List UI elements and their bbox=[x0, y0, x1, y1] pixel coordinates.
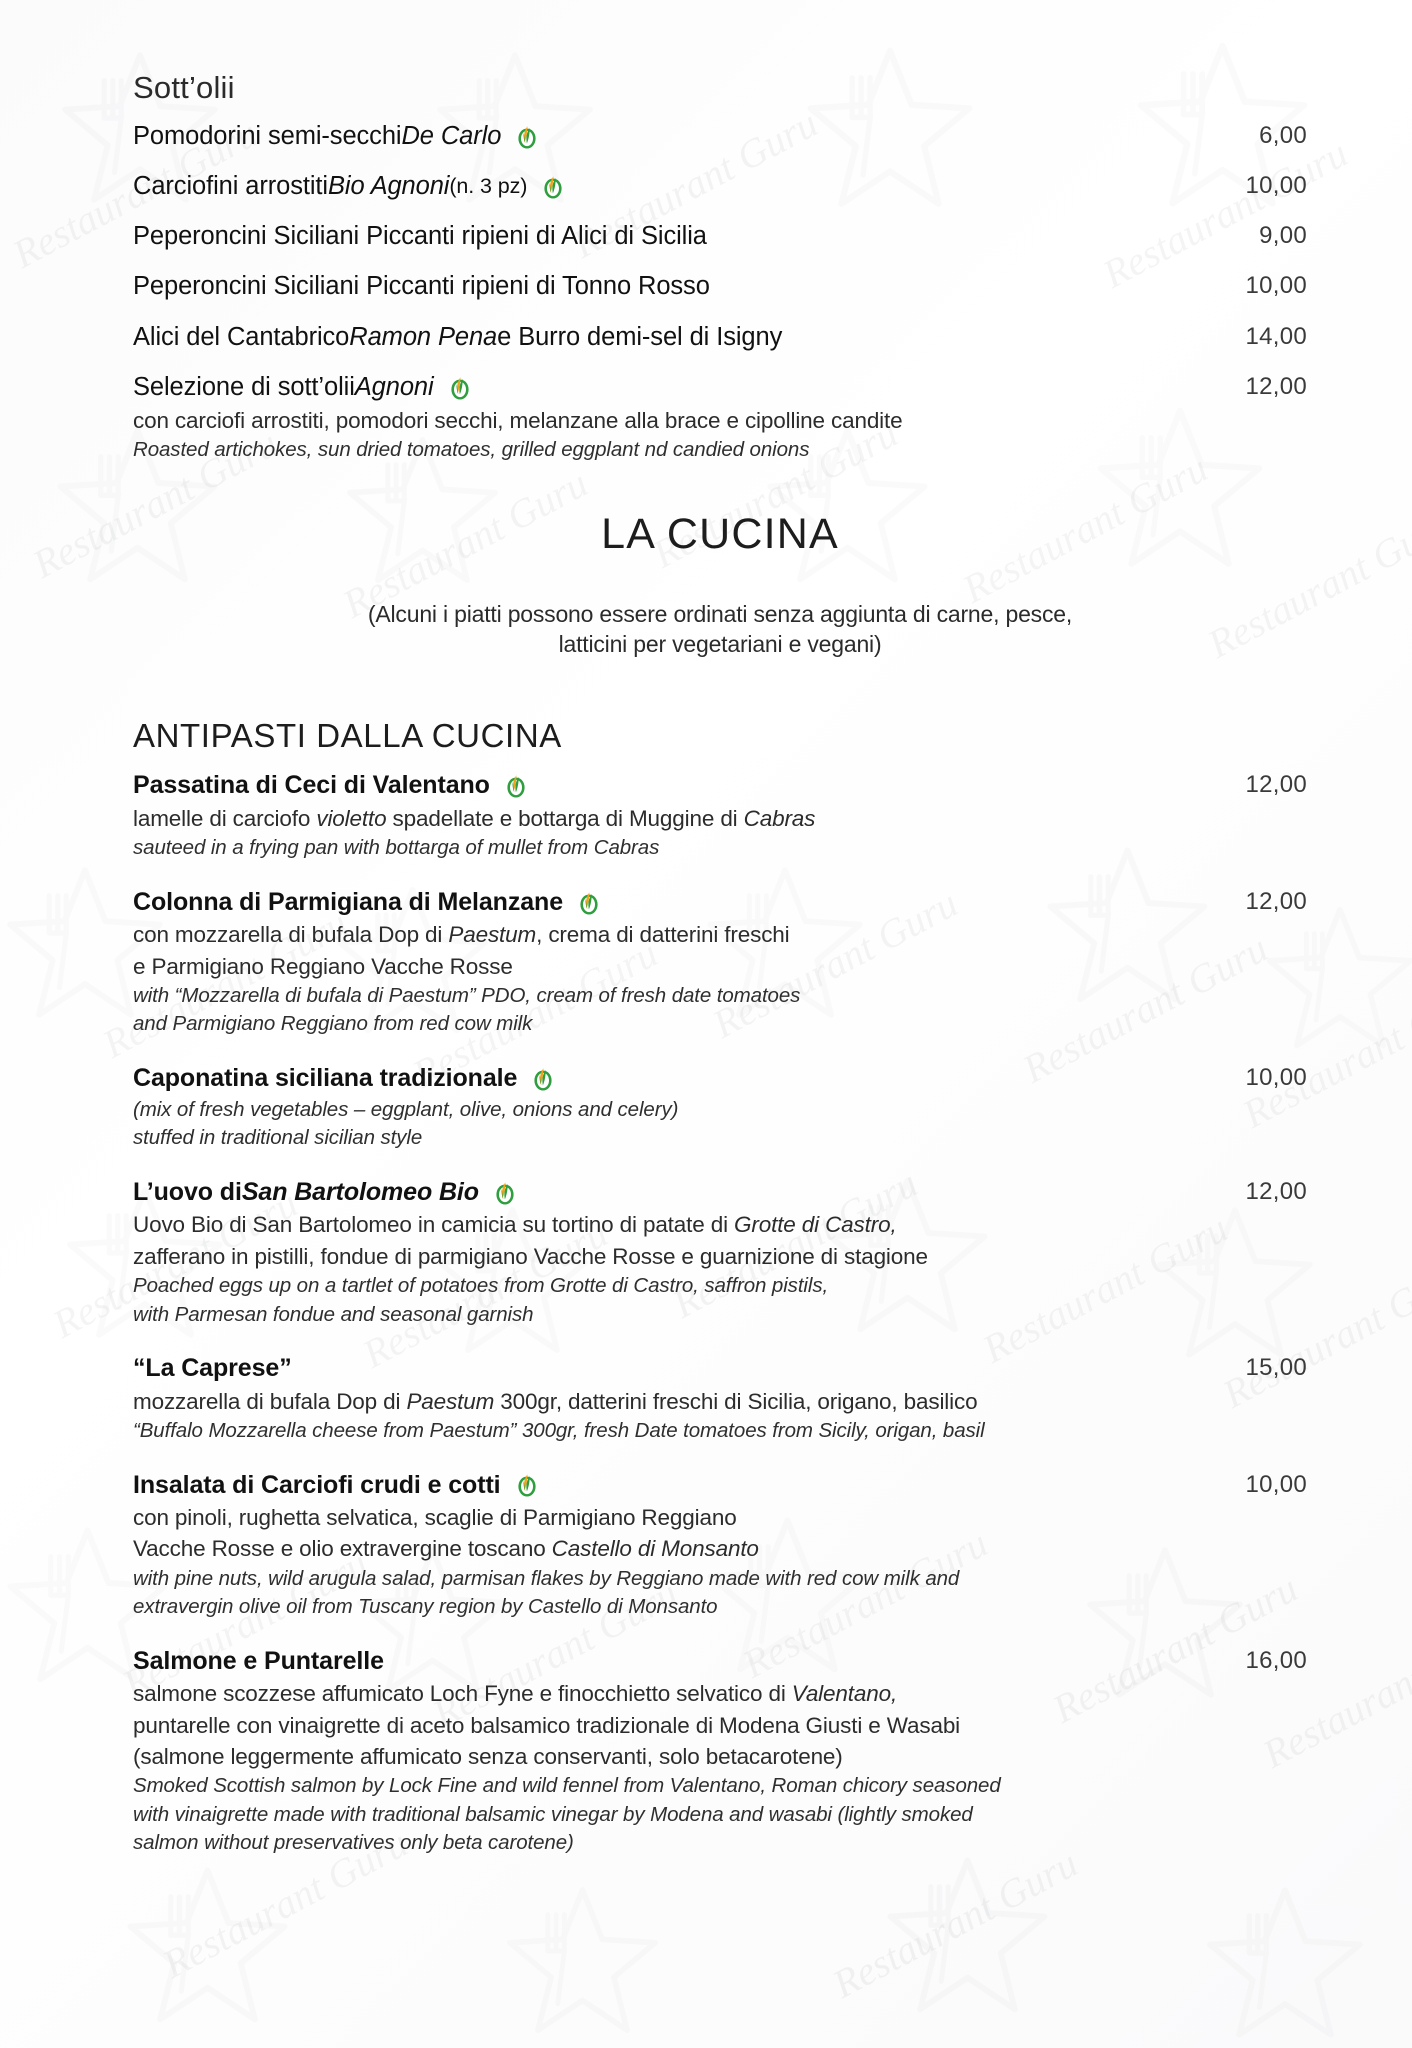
name-text: spadellate e bottarga di Muggine di bbox=[386, 805, 744, 831]
menu-item-description-en: sauteed in a frying pan with bottarga of mullet from Cabras bbox=[133, 836, 660, 860]
name-text: Passatina di Ceci di Valentano bbox=[133, 771, 490, 800]
name-text: e Parmigiano Reggiano Vacche Rosse bbox=[133, 953, 513, 979]
name-emphasis: Cabras bbox=[743, 805, 816, 831]
menu-item-name bbox=[133, 1645, 384, 1678]
name-text: con pinoli, rughetta selvatica, scaglie di Parmigiano Reggiano bbox=[133, 1505, 737, 1531]
menu-item-name bbox=[133, 371, 473, 404]
section-heading-sottolii: Sott’olii bbox=[133, 70, 235, 105]
name-text: Selezione di sott’olii bbox=[133, 372, 355, 401]
menu-item-row bbox=[133, 170, 1307, 203]
menu-item-name bbox=[133, 886, 602, 919]
name-text: mozzarella di bufala Dop di bbox=[133, 1388, 407, 1414]
name-emphasis: Paestum bbox=[448, 922, 537, 948]
watermark-star-fork-icon bbox=[1200, 1880, 1370, 2048]
name-text: salmone scozzese affumicato Loch Fyne e finocchietto selvatico di bbox=[133, 1681, 792, 1707]
watermark-text bbox=[825, 1839, 1085, 2007]
section-antipasti bbox=[133, 717, 1307, 1857]
la-cucina-note-line2: latticini per vegetariani e vegani) bbox=[558, 631, 882, 658]
menu-item-description-it bbox=[133, 1242, 1307, 1271]
vegan-leaf-icon bbox=[576, 889, 602, 916]
menu-item-description-it bbox=[133, 1503, 1307, 1532]
la-cucina-note bbox=[350, 599, 1090, 660]
menu-item-description-en: Smoked Scottish salmon by Lock Fine and wild fennel from Valentano, Roman chicory seasoned bbox=[133, 1774, 1001, 1798]
menu-item-row bbox=[133, 371, 1307, 404]
menu-item-description-en: stuffed in traditional sicilian style bbox=[133, 1126, 423, 1150]
vegan-leaf-icon bbox=[530, 1065, 556, 1092]
name-text: “La Caprese” bbox=[133, 1354, 292, 1383]
name-text: (salmone leggermente affumicato senza conservanti, solo betacarotene) bbox=[133, 1743, 843, 1769]
name-text: Colonna di Parmigiana di Melanzane bbox=[133, 887, 564, 916]
menu-item-name bbox=[133, 120, 540, 153]
menu-item-name bbox=[133, 321, 782, 354]
name-text: Caponatina siciliana tradizionale bbox=[133, 1064, 518, 1093]
name-text: con mozzarella di bufala Dop di bbox=[133, 922, 449, 948]
menu-item-description-en: “Buffalo Mozzarella cheese from Paestum” 300gr, fresh Date tomatoes from Sicily, origan, basil bbox=[133, 1418, 985, 1442]
menu-item-row bbox=[133, 1469, 1307, 1502]
vegan-leaf-icon bbox=[503, 772, 529, 799]
menu-item-price: 10,00 bbox=[1245, 1064, 1307, 1092]
menu-item-name bbox=[133, 270, 710, 303]
menu-item-description-it bbox=[133, 920, 1307, 949]
name-text: Salmone e Puntarelle bbox=[133, 1646, 384, 1675]
name-text: Insalata di Carciofi crudi e cotti bbox=[133, 1470, 501, 1499]
name-text: L’uovo di bbox=[133, 1177, 242, 1206]
menu-item-description-en: with vinaigrette made with traditional balsamic vinegar by Modena and wasabi (lightly smoked bbox=[133, 1802, 973, 1826]
name-text: Uovo Bio di San Bartolomeo in camicia su tortino di patate di bbox=[133, 1212, 735, 1238]
menu-item-description-en: salmon without preservatives only beta carotene) bbox=[133, 1831, 574, 1855]
menu-item bbox=[133, 1645, 1307, 1857]
watermark-star-fork-icon bbox=[880, 1850, 1055, 2025]
name-text: Vacche Rosse e olio extravergine toscano bbox=[133, 1536, 552, 1562]
sottolii-item-list bbox=[133, 120, 1307, 464]
menu-item-price: 12,00 bbox=[1245, 372, 1307, 400]
menu-item-description-en: extravergin olive oil from Tuscany region by Castello di Monsanto bbox=[133, 1595, 718, 1619]
menu-item-description-it bbox=[133, 1387, 1307, 1416]
name-qualifier: (n. 3 pz) bbox=[449, 173, 528, 198]
name-text: Carciofini arrostiti bbox=[133, 172, 328, 201]
menu-item-row bbox=[133, 769, 1307, 802]
la-cucina-header bbox=[133, 510, 1307, 660]
menu-item bbox=[133, 321, 1307, 354]
menu-item-name bbox=[133, 769, 529, 802]
menu-item-row bbox=[133, 1645, 1307, 1678]
name-text: zafferano in pistilli, fondue di parmigiano Vacche Rosse e guarnizione di stagione bbox=[133, 1243, 928, 1269]
menu-item-description-it bbox=[133, 1711, 1307, 1740]
antipasti-item-list bbox=[133, 769, 1307, 1857]
menu-item-row bbox=[133, 1176, 1307, 1209]
la-cucina-title: LA CUCINA bbox=[601, 509, 839, 558]
menu-item-price: 14,00 bbox=[1245, 322, 1307, 350]
name-text: e Burro demi-sel di Isigny bbox=[497, 322, 783, 351]
menu-item-description-en: with “Mozzarella di bufala di Paestum” PDO, cream of fresh date tomatoes bbox=[133, 983, 801, 1007]
name-text: Pomodorini semi-secchi bbox=[133, 122, 402, 150]
vegan-leaf-icon bbox=[540, 173, 566, 200]
menu-item-price: 12,00 bbox=[1245, 887, 1307, 915]
menu-item-description-en: (mix of fresh vegetables – eggplant, olive, onions and celery) bbox=[133, 1097, 679, 1121]
menu-item-name bbox=[133, 1176, 518, 1209]
watermark-star-fork-icon bbox=[120, 1860, 295, 2035]
menu-item-description-en: Roasted artichokes, sun dried tomatoes, grilled eggplant nd candied onions bbox=[133, 438, 810, 462]
menu-item-name bbox=[133, 220, 707, 253]
menu-item-description-en: and Parmigiano Reggiano from red cow milk bbox=[133, 1012, 533, 1036]
menu-item-row bbox=[133, 220, 1307, 253]
menu-item-description-it bbox=[133, 952, 1307, 981]
name-text: puntarelle con vinaigrette di aceto balsamico tradizionale di Modena Giusti e Wasabi bbox=[133, 1712, 961, 1738]
menu-item-description-it bbox=[133, 1534, 1307, 1563]
menu-item-price: 12,00 bbox=[1245, 771, 1307, 799]
menu-item-name bbox=[133, 1469, 540, 1502]
menu-item-name bbox=[133, 170, 566, 203]
menu-item-price: 10,00 bbox=[1245, 272, 1307, 300]
menu-item-price: 12,00 bbox=[1245, 1177, 1307, 1205]
menu-item-name bbox=[133, 1062, 556, 1095]
menu-item bbox=[133, 1062, 1307, 1152]
menu-item bbox=[133, 270, 1307, 303]
name-text: 300gr, datterini freschi di Sicilia, origano, basilico bbox=[494, 1388, 978, 1414]
name-emphasis: De Carlo bbox=[401, 122, 502, 150]
name-emphasis: Ramon Pena bbox=[349, 322, 498, 351]
menu-item-row bbox=[133, 321, 1307, 354]
name-text: Peperoncini Siciliani Piccanti ripieni di Tonno Rosso bbox=[133, 272, 710, 301]
name-emphasis: Valentano, bbox=[791, 1681, 898, 1707]
section-heading-antipasti: ANTIPASTI DALLA CUCINA bbox=[133, 717, 562, 755]
menu-item-description-en: with Parmesan fondue and seasonal garnish bbox=[133, 1302, 534, 1326]
name-text: Alici del Cantabrico bbox=[133, 322, 350, 351]
menu-item bbox=[133, 1469, 1307, 1621]
menu-item-row bbox=[133, 120, 1307, 153]
name-emphasis: Grotte di Castro, bbox=[734, 1212, 897, 1238]
menu-item-description-en: with pine nuts, wild arugula salad, parmisan flakes by Reggiano made with red cow milk and bbox=[133, 1566, 960, 1590]
name-emphasis: Paestum bbox=[406, 1388, 495, 1414]
la-cucina-note-line1: (Alcuni i piatti possono essere ordinati senza aggiunta di carne, pesce, bbox=[367, 600, 1073, 627]
menu-item bbox=[133, 220, 1307, 253]
menu-item-price: 16,00 bbox=[1245, 1646, 1307, 1674]
name-text: , crema di datterini freschi bbox=[536, 922, 790, 948]
menu-item-description-it bbox=[133, 1679, 1307, 1708]
menu-item-description-it bbox=[133, 1210, 1307, 1239]
vegan-leaf-icon bbox=[492, 1179, 518, 1206]
vegan-leaf-icon bbox=[447, 374, 473, 401]
section-sottolii bbox=[133, 70, 1307, 464]
menu-item-price: 15,00 bbox=[1245, 1354, 1307, 1382]
vegan-leaf-icon bbox=[514, 1471, 540, 1498]
menu-item-price: 10,00 bbox=[1245, 172, 1307, 200]
menu-item-row bbox=[133, 270, 1307, 303]
menu-item-price: 9,00 bbox=[1259, 222, 1307, 250]
menu-item-description-it bbox=[133, 804, 1307, 833]
menu-item-row bbox=[133, 1352, 1307, 1385]
name-text: lamelle di carciofo bbox=[133, 805, 317, 831]
menu-item-description-it bbox=[133, 1742, 1307, 1771]
name-emphasis: Castello di Monsanto bbox=[551, 1536, 759, 1562]
name-emphasis: San Bartolomeo Bio bbox=[241, 1177, 479, 1206]
menu-item bbox=[133, 1352, 1307, 1444]
menu-item bbox=[133, 886, 1307, 1038]
name-emphasis: Agnoni bbox=[354, 372, 434, 401]
name-emphasis: violetto bbox=[316, 805, 387, 831]
menu-item bbox=[133, 371, 1307, 464]
name-emphasis: Bio Agnoni bbox=[327, 172, 450, 201]
menu-item-description-it: con carciofi arrostiti, pomodori secchi, melanzane alla brace e cipolline candite bbox=[133, 407, 903, 433]
vegan-leaf-icon bbox=[514, 123, 540, 150]
name-text: Peperoncini Siciliani Piccanti ripieni di Alici di Sicilia bbox=[133, 222, 707, 251]
menu-item-name bbox=[133, 1352, 292, 1385]
menu-item bbox=[133, 1176, 1307, 1328]
menu-item-row bbox=[133, 886, 1307, 919]
menu-item bbox=[133, 170, 1307, 203]
menu-item-row bbox=[133, 1062, 1307, 1095]
menu-item-description-en: Poached eggs up on a tartlet of potatoes from Grotte di Castro, saffron pistils, bbox=[133, 1273, 829, 1297]
menu-item-price: 10,00 bbox=[1245, 1470, 1307, 1498]
menu-item-price: 6,00 bbox=[1259, 122, 1307, 149]
watermark-star-fork-icon bbox=[500, 1880, 665, 2045]
menu-item bbox=[133, 120, 1307, 153]
menu-item bbox=[133, 769, 1307, 861]
